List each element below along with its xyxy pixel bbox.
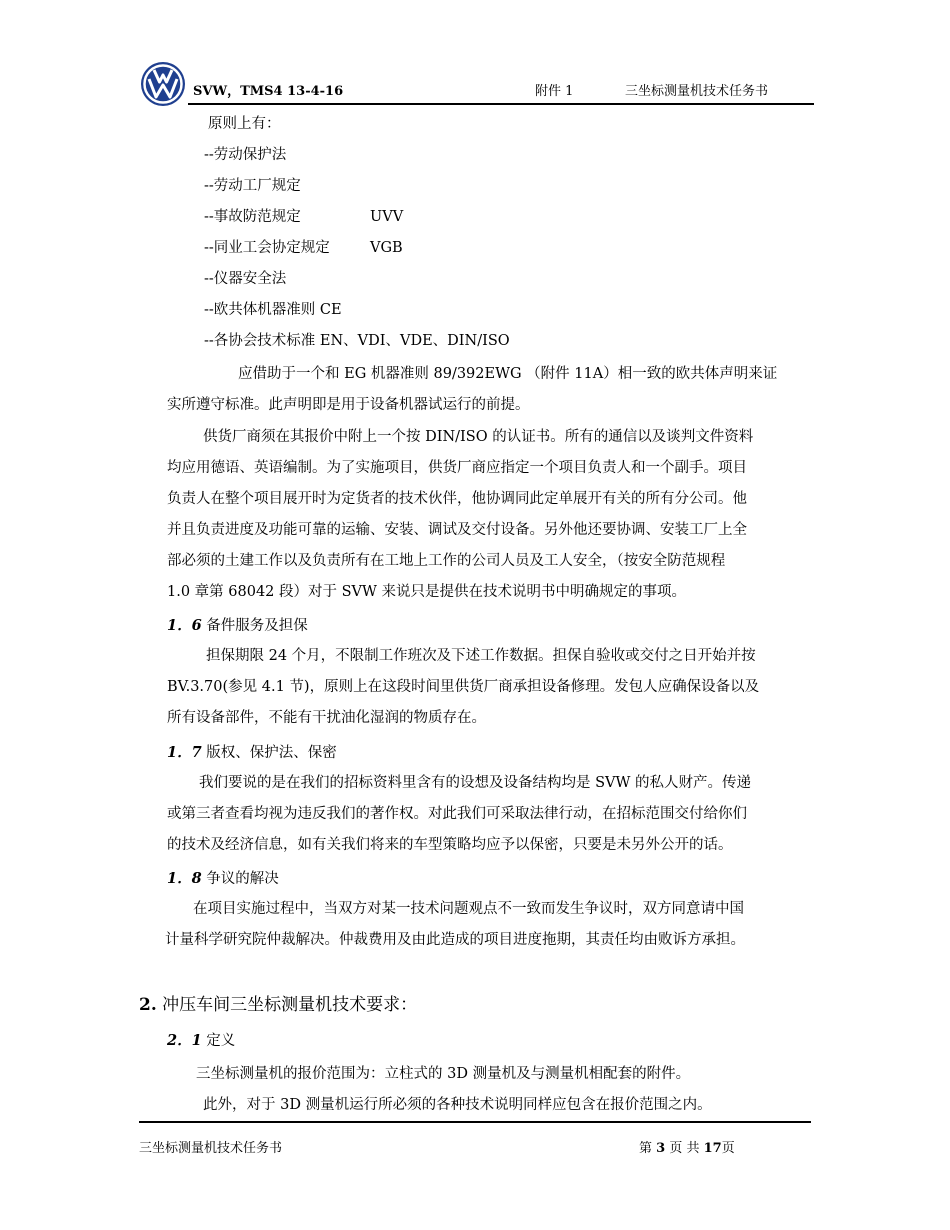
page-mid: 页 共 [669,1141,700,1156]
paragraph-line: 供货厂商须在其报价中附上一个按 DIN/ISO 的认证书。所有的通信以及谈判文件资料 [203,429,754,445]
principles-intro: 原则上有： [208,116,281,132]
page-current: 3 [656,1141,666,1156]
paragraph-line: 我们要说的是在我们的招标资料里含有的设想及设备结构均是 SVW 的私人财产。传递 [199,775,752,791]
header-doc-code: SVW，TMS4 13-4-16 [193,84,344,99]
principle-item: --同业工会协定规定 [204,240,330,256]
paragraph-line: 的技术及经济信息，如有关我们将来的车型策略均应予以保密，只要是未另外公开的话。 [167,837,733,853]
paragraph-line: 三坐标测量机的报价范围为：立柱式的 3D 测量机及与测量机相配套的附件。 [196,1066,691,1082]
paragraph-line: 并且负责进度及功能可靠的运输、安装、调试及交付设备。另外他还要协调、安装工厂上全 [167,522,747,538]
paragraph-line: 或第三者查看均视为违反我们的著作权。对此我们可采取法律行动，在招标范围交付给你们 [167,806,747,822]
section-title: 争议的解决 [206,871,279,887]
section-heading-2 [139,990,417,1015]
principle-item: --事故防范规定 [204,209,301,225]
section-title: 冲压车间三坐标测量机技术要求： [162,995,418,1015]
footer-page-number [639,1137,735,1156]
section-number: 1．6 [167,617,202,634]
section-number: 2．1 [167,1032,202,1049]
header-attachment: 附件 1 [535,84,574,99]
header-doc-title: 三坐标测量机技术任务书 [625,84,769,99]
principle-item: --劳动工厂规定 [204,178,301,194]
section-title: 备件服务及担保 [206,618,308,634]
principle-code: VGB [370,240,403,256]
vw-logo [140,61,186,107]
section-heading-1-8 [167,867,279,888]
paragraph-line: 1.0 章第 68042 段）对于 SVW 来说只是提供在技术说明书中明确规定的事项。 [167,584,687,600]
section-heading-2-1 [167,1029,235,1050]
paragraph-line: 负责人在整个项目展开时为定货者的技术伙伴，他协调同此定单展开有关的所有分公司。他 [167,491,747,507]
principle-item: --各协会技术标准 EN、VDI、VDE、DIN/ISO [204,333,510,349]
paragraph-line: 均应用德语、英语编制。为了实施项目，供货厂商应指定一个项目负责人和一个副手。项目 [167,460,747,476]
footer-rule [139,1121,811,1123]
section-heading-1-7 [167,741,337,762]
paragraph-line: 所有设备部件，不能有干扰油化湿润的物质存在。 [167,710,486,726]
principle-code: UVV [370,209,404,225]
section-heading-1-6 [167,614,308,635]
paragraph-line: 应借助于一个和 EG 机器准则 89/392EWG （附件 11A）相一致的欧共体声明来证 [238,366,778,382]
principle-item: --欧共体机器准则 CE [204,302,342,318]
section-number: 1．7 [167,744,202,761]
footer-doc-title: 三坐标测量机技术任务书 [139,1141,283,1156]
section-number: 1．8 [167,870,202,887]
paragraph-line: 部必须的土建工作以及负责所有在工地上工作的公司人员及工人安全，（按安全防范规程 [167,553,726,569]
section-title: 版权、保护法、保密 [206,745,337,761]
section-number: 2. [139,995,157,1015]
paragraph-line: 在项目实施过程中，当双方对某一技术问题观点不一致而发生争议时，双方同意请中国 [193,901,744,917]
paragraph-line: BV.3.70(参见 4.1 节)，原则上在这段时间里供货厂商承担设备修理。发包人应确保设备以及 [167,679,760,695]
principle-item: --劳动保护法 [204,147,287,163]
paragraph-line: 计量科学研究院仲裁解决。仲裁费用及由此造成的项目进度拖期，其责任均由败诉方承担。 [165,932,745,948]
page-prefix: 第 [639,1141,653,1156]
paragraph-line: 实所遵守标准。此声明即是用于设备机器试运行的前提。 [167,397,530,413]
header-rule [188,103,814,105]
page-total: 17 [703,1141,722,1156]
page-suffix: 页 [721,1141,735,1156]
paragraph-line: 担保期限 24 个月，不限制工作班次及下述工作数据。担保自验收或交付之日开始并按 [206,648,756,664]
principle-item: --仪器安全法 [204,271,287,287]
paragraph-line: 此外，对于 3D 测量机运行所必须的各种技术说明同样应包含在报价范围之内。 [203,1097,712,1113]
section-title: 定义 [206,1033,236,1049]
